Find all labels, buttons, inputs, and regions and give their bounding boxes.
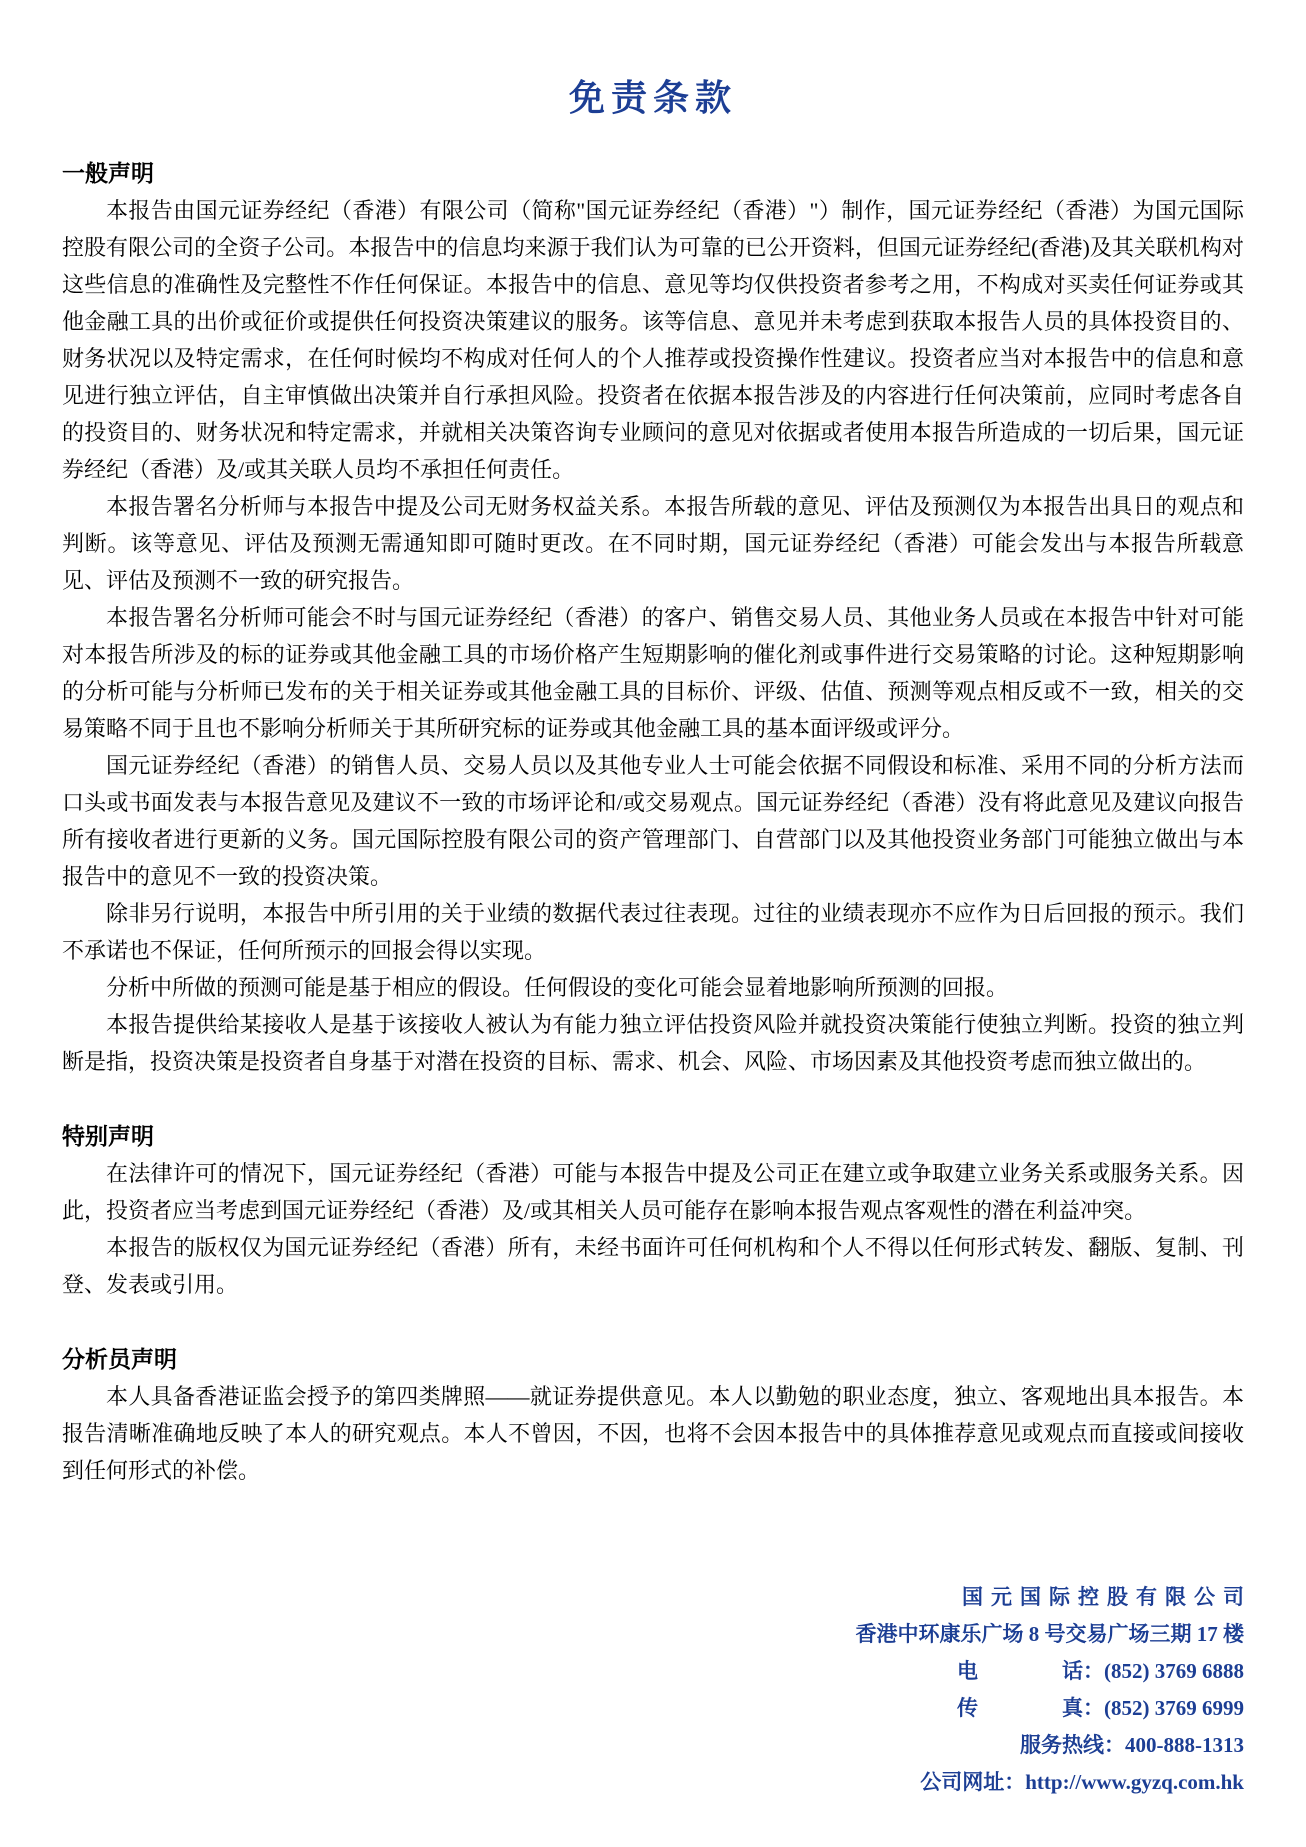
section-analyst-statement <box>62 1341 1244 1489</box>
page-title: 免责条款 <box>568 78 737 118</box>
company-contact-block <box>855 1579 1252 1801</box>
special-statement-heading: 特别声明 <box>62 1124 154 1149</box>
general-paragraph: 除非另行说明，本报告中所引用的关于业绩的数据代表过往表现。过往的业绩表现亦不应作为日后回报的预示。我们不承诺也不保证，任何所预示的回报会得以实现。 <box>62 901 1244 963</box>
company-address: 香港中环康乐广场 8 号交易广场三期 17 楼 <box>855 1622 1244 1646</box>
special-paragraph: 本报告的版权仅为国元证券经纪（香港）所有，未经书面许可任何机构和个人不得以任何形式转发、翻版、复制、刊登、发表或引用。 <box>62 1235 1244 1297</box>
phone-line <box>856 1653 1245 1690</box>
general-paragraph: 本报告署名分析师可能会不时与国元证券经纪（香港）的客户、销售交易人员、其他业务人员或在本报告中针对可能对本报告所涉及的标的证券或其他金融工具的市场价格产生短期影响的催化剂或事件进行交易策略的讨论。这种短期影响的分析可能与分析师已发布的关于相关证券或其他金融工具的目标价、评级、估值、预测等观点相反或不一致，相关的交易策略不同于且也不影响分析师关于其所研究标的证券或其他金融工具的基本面评级或评分。 <box>62 605 1244 741</box>
general-statement-heading: 一般声明 <box>62 161 154 186</box>
general-paragraph: 国元证券经纪（香港）的销售人员、交易人员以及其他专业人士可能会依据不同假设和标准、采用不同的分析方法而口头或书面发表与本报告意见及建议不一致的市场评论和/或交易观点。国元证券经纪（香港）没有将此意见及建议向报告所有接收者进行更新的义务。国元国际控股有限公司的资产管理部门、自营部门以及其他投资业务部门可能独立做出与本报告中的意见不一致的投资决策。 <box>62 753 1244 889</box>
section-general-statement <box>62 155 1244 1080</box>
phone-number: (852) 3769 6888 <box>1104 1659 1244 1683</box>
fax-line <box>856 1690 1245 1727</box>
website-link[interactable]: http://www.gyzq.com.hk <box>1025 1770 1244 1794</box>
analyst-statement-heading: 分析员声明 <box>62 1347 177 1372</box>
general-paragraph: 分析中所做的预测可能是基于相应的假设。任何假设的变化可能会显着地影响所预测的回报。 <box>106 975 1009 1000</box>
hotline-label: 服务热线： <box>1020 1733 1125 1757</box>
fax-number: (852) 3769 6999 <box>1104 1696 1244 1720</box>
fax-label: 传 真： <box>957 1696 1104 1720</box>
general-paragraph: 本报告署名分析师与本报告中提及公司无财务权益关系。本报告所载的意见、评估及预测仅为本报告出具日的观点和判断。该等意见、评估及预测无需通知即可随时更改。在不同时期，国元证券经纪（香港）可能会发出与本报告所载意见、评估及预测不一致的研究报告。 <box>62 494 1244 593</box>
company-name: 国元国际控股有限公司 <box>962 1585 1252 1609</box>
analyst-paragraph: 本人具备香港证监会授予的第四类牌照——就证券提供意见。本人以勤勉的职业态度，独立、客观地出具本报告。本报告清晰准确地反映了本人的研究观点。本人不曾因，不因，也将不会因本报告中的具体推荐意见或观点而直接或间接收到任何形式的补偿。 <box>62 1384 1244 1483</box>
general-paragraph: 本报告提供给某接收人是基于该接收人被认为有能力独立评估投资风险并就投资决策能行使独立判断。投资的独立判断是指，投资决策是投资者自身基于对潜在投资的目标、需求、机会、风险、市场因素及其他投资考虑而独立做出的。 <box>62 1012 1244 1074</box>
website-line <box>856 1764 1245 1801</box>
website-label: 公司网址： <box>920 1770 1026 1794</box>
hotline-line <box>856 1727 1245 1764</box>
special-paragraph: 在法律许可的情况下，国元证券经纪（香港）可能与本报告中提及公司正在建立或争取建立业务关系或服务关系。因此，投资者应当考虑到国元证券经纪（香港）及/或其相关人员可能存在影响本报告观点客观性的潜在利益冲突。 <box>62 1161 1244 1223</box>
section-special-statement <box>62 1118 1244 1303</box>
general-paragraph: 本报告由国元证券经纪（香港）有限公司（简称"国元证券经纪（香港）"）制作，国元证券经纪（香港）为国元国际控股有限公司的全资子公司。本报告中的信息均来源于我们认为可靠的已公开资料，但国元证券经纪(香港)及其关联机构对这些信息的准确性及完整性不作任何保证。本报告中的信息、意见等均仅供投资者参考之用，不构成对买卖任何证券或其他金融工具的出价或征价或提供任何投资决策建议的服务。该等信息、意见并未考虑到获取本报告人员的具体投资目的、财务状况以及特定需求，在任何时候均不构成对任何人的个人推荐或投资操作性建议。投资者应当对本报告中的信息和意见进行独立评估，自主审慎做出决策并自行承担风险。投资者在依据本报告涉及的内容进行任何决策前，应同时考虑各自的投资目的、财务状况和特定需求，并就相关决策咨询专业顾问的意见对依据或者使用本报告所造成的一切后果，国元证券经纪（香港）及/或其关联人员均不承担任何责任。 <box>62 198 1244 482</box>
hotline-number: 400-888-1313 <box>1125 1733 1244 1757</box>
phone-label: 电 话： <box>957 1659 1104 1683</box>
